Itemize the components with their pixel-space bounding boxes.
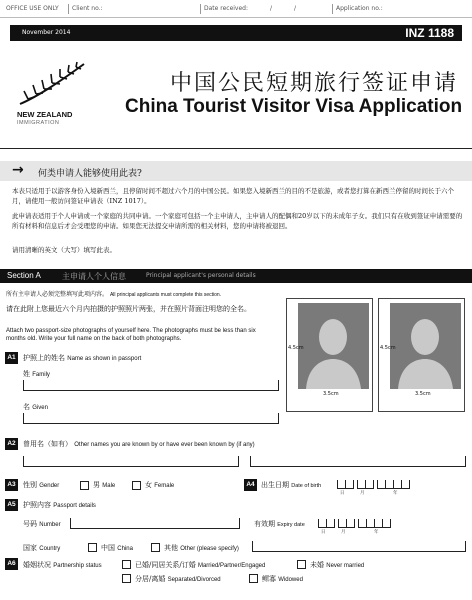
male-label-en: Male: [102, 483, 116, 489]
separated-label-cn: 分居/离婚: [135, 575, 166, 583]
dob-month-caption: 月: [360, 491, 365, 496]
dob-month-field[interactable]: [357, 480, 374, 489]
never-married-label: [310, 561, 364, 570]
title-english: China Tourist Visitor Visa Application: [125, 96, 463, 117]
country-label: [23, 544, 60, 553]
section-a-label: Section A: [7, 271, 41, 280]
male-checkbox[interactable]: [80, 481, 89, 490]
family-name-field[interactable]: [23, 380, 279, 391]
country-other-field[interactable]: [252, 541, 466, 552]
photo-box-2[interactable]: [378, 298, 465, 412]
expiry-month-caption: 月: [341, 530, 346, 535]
a1-label-cn: 护照上的姓名: [23, 354, 65, 362]
other-label-cn: 其他: [164, 544, 178, 552]
form-date: November 2014: [22, 29, 71, 36]
expiry-label-en: Expiry date: [277, 522, 305, 528]
logo-line-1: NEW ZEALAND: [17, 110, 73, 119]
widowed-label-en: Widowed: [278, 577, 303, 583]
a6-label-en: Partnership status: [53, 563, 102, 569]
a3-label-cn: 性别: [23, 481, 37, 489]
male-label-cn: 男: [93, 481, 100, 489]
photo-instruction-cn: 请在此附上您最近六个月内拍摄的护照照片两张，并在照片背面注明您的全名。: [6, 305, 251, 313]
question-number-a4: A4: [244, 479, 257, 491]
passport-number-label: [23, 520, 61, 529]
other-names-field-2[interactable]: [250, 456, 466, 467]
intro-heading-band: [0, 161, 472, 181]
country-label-cn: 国家: [23, 544, 37, 552]
intro-paragraph-2: 此申请表适用于个人申请或一个家庭的共同申请。一个家庭可包括一个主申请人，主申请人的配偶和20岁以下的未成年子女。我们只有在收到签证申请需要的所有材料和信息后才会受理您的申请。如果您无法提交申请所需的相关材料，您的申请将被退回。: [12, 212, 463, 230]
country-other-checkbox[interactable]: [151, 543, 160, 552]
a5-label-cn: 护照内容: [23, 501, 51, 509]
a6-label: [23, 561, 102, 570]
female-checkbox[interactable]: [132, 481, 141, 490]
separated-label: [135, 575, 221, 584]
form-code: INZ 1188: [405, 26, 454, 40]
country-china-checkbox[interactable]: [88, 543, 97, 552]
married-checkbox[interactable]: [122, 560, 131, 569]
a1-given-label: [23, 403, 48, 412]
dob-year-caption: 年: [393, 491, 398, 496]
photo-width-label: 3.5cm: [415, 391, 431, 397]
a5-label-en: Passport details: [53, 503, 96, 509]
office-use-label: OFFICE USE ONLY: [6, 5, 59, 12]
a1-label-en: Name as shown in passport: [67, 356, 142, 362]
person-silhouette-icon: [390, 303, 461, 389]
dob-day-caption: 日: [340, 491, 345, 496]
family-label-en: Family: [32, 372, 50, 378]
separated-label-en: Separated/Divorced: [167, 577, 221, 583]
photo-width-label: 3.5cm: [323, 391, 339, 397]
country-label-en: Country: [39, 546, 61, 552]
given-label-en: Given: [32, 405, 48, 411]
intro-heading: 何类申请人能够使用此表?: [38, 169, 142, 179]
photo-instruction-en: Attach two passport-size photographs of yourself here. The photographs must be less than six months old. Write your full name on the back of both photographs.: [6, 328, 256, 342]
number-label-cn: 号码: [23, 520, 37, 528]
a4-label-en: Date of birth: [291, 483, 322, 489]
intro-paragraph-3: 请用清晰的英文（大写）填写此表。: [12, 246, 116, 254]
separated-checkbox[interactable]: [122, 574, 131, 583]
never-married-label-cn: 未婚: [310, 561, 324, 569]
expiry-year-field[interactable]: [358, 519, 391, 528]
widowed-checkbox[interactable]: [249, 574, 258, 583]
female-label: [145, 481, 174, 490]
section-a-title-en: Principal applicant's personal details: [146, 272, 256, 279]
date-received-label: Date received:: [204, 5, 249, 12]
dob-day-field[interactable]: [337, 480, 354, 489]
silver-fern-icon: [14, 58, 94, 106]
other-label-en: Other (please specify): [180, 546, 239, 552]
photo-height-label: 4.5cm: [288, 345, 304, 351]
a4-label-cn: 出生日期: [261, 481, 289, 489]
office-use-strip: [0, 0, 472, 18]
a4-label: [261, 481, 321, 490]
photo-silhouette: [298, 303, 369, 389]
a2-label-en: Other names you are known by or have ever been known by (if any): [74, 442, 255, 448]
a1-label: [23, 354, 141, 363]
expiry-year-caption: 年: [374, 530, 379, 535]
widowed-label: [262, 575, 303, 584]
question-number-a5: A5: [5, 499, 18, 511]
a2-label: [23, 440, 255, 449]
a1-family-label: [23, 370, 50, 379]
section-a-title-cn: 主申请人个人信息: [62, 272, 126, 281]
other-names-field-1[interactable]: [23, 456, 239, 467]
given-label-cn: 名: [23, 403, 30, 411]
section-a-note: [6, 291, 221, 299]
china-label-cn: 中国: [101, 544, 115, 552]
passport-number-field[interactable]: [70, 518, 240, 529]
a3-label-en: Gender: [39, 483, 60, 489]
married-label-cn: 已婚/同居关系/订婚: [135, 561, 196, 569]
expiry-month-field[interactable]: [338, 519, 355, 528]
expiry-label-cn: 有效期: [254, 520, 275, 528]
nz-immigration-logo: [14, 58, 94, 130]
person-silhouette-icon: [298, 303, 369, 389]
intro-paragraph-1: 本表只适用于以游客身份入境新西兰，且停留时间不超过六个月的中国公民。如果您入境新西兰的目的不是旅游，或者您打算在新西兰停留的时间长于六个月，请使用一般访问签证申请表（INZ 1017）。: [12, 187, 454, 205]
dob-year-field[interactable]: [377, 480, 410, 489]
arrow-right-icon: →: [12, 162, 24, 178]
married-label: [135, 561, 265, 570]
given-name-field[interactable]: [23, 413, 279, 424]
never-married-label-en: Never married: [326, 563, 365, 569]
country-other-label: [164, 544, 239, 553]
male-label: [93, 481, 115, 490]
question-number-a1: A1: [5, 352, 18, 364]
photo-box-1[interactable]: [286, 298, 373, 412]
expiry-label: [254, 520, 305, 529]
note-cn: 所有主申请人必须完整填写此项内容。: [6, 291, 109, 298]
expiry-day-caption: 日: [321, 530, 326, 535]
section-a-bar: [0, 269, 472, 283]
client-no-label: Client no.:: [72, 5, 103, 12]
logo-line-2: IMMIGRATION: [17, 120, 60, 126]
female-label-cn: 女: [145, 481, 152, 489]
header-bar: [10, 25, 462, 41]
family-label-cn: 姓: [23, 370, 30, 378]
a5-label: [23, 501, 96, 510]
expiry-day-field[interactable]: [318, 519, 335, 528]
divider: [0, 148, 472, 149]
photo-height-label: 4.5cm: [380, 345, 396, 351]
question-number-a2: A2: [5, 438, 18, 450]
application-no-label: Application no.:: [336, 5, 383, 12]
a2-label-cn: 曾用名（如有）: [23, 440, 72, 448]
note-en: All principal applicants must complete this section.: [109, 292, 222, 298]
china-label-en: China: [117, 546, 133, 552]
country-china-label: [101, 544, 133, 553]
number-label-en: Number: [39, 522, 61, 528]
female-label-en: Female: [154, 483, 175, 489]
a3-label: [23, 481, 59, 490]
photo-silhouette: [390, 303, 461, 389]
never-married-checkbox[interactable]: [297, 560, 306, 569]
date-slash: /: [294, 5, 297, 12]
date-slash: /: [270, 5, 273, 12]
question-number-a6: A6: [5, 558, 18, 570]
married-label-en: Married/Partner/Engaged: [197, 563, 266, 569]
title-chinese: 中国公民短期旅行签证申请: [170, 71, 459, 96]
a6-label-cn: 婚姻状况: [23, 561, 51, 569]
question-number-a3: A3: [5, 479, 18, 491]
widowed-label-cn: 鳏寡: [262, 575, 276, 583]
